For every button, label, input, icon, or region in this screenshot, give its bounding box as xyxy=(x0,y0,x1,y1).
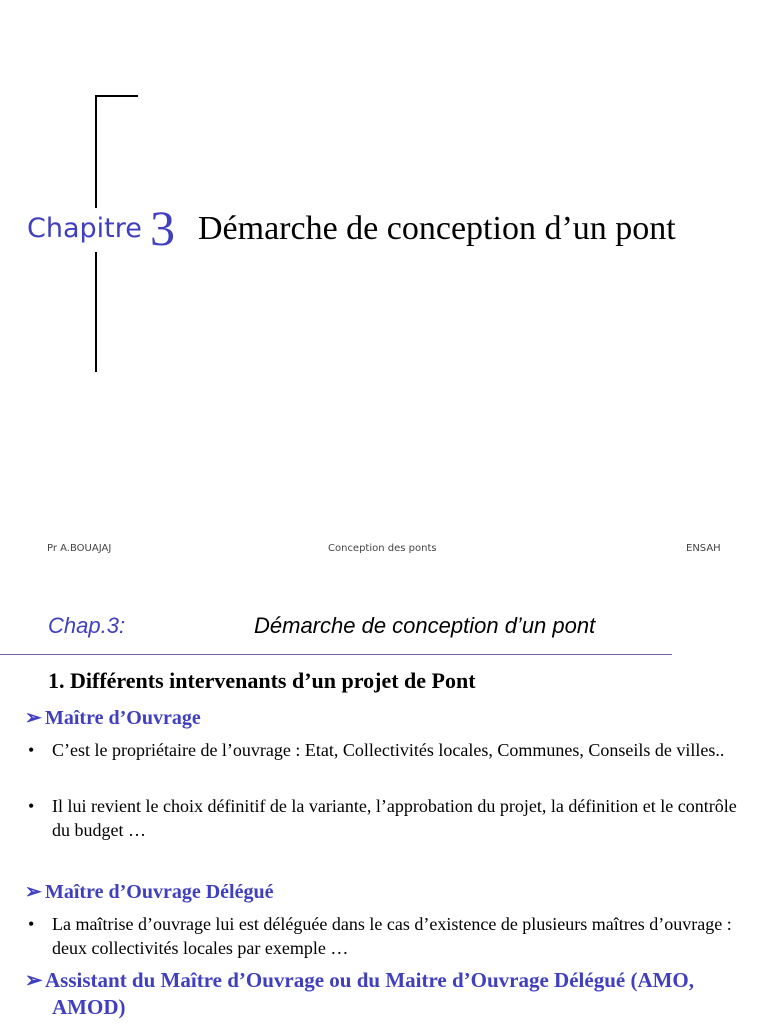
bullet-dot-icon: • xyxy=(28,796,35,816)
arrow-bullet-icon: ➢ xyxy=(25,968,43,992)
slide2-divider xyxy=(0,654,672,655)
list-item xyxy=(28,794,753,842)
subheading-maitre-ouvrage-delegue xyxy=(25,879,273,904)
section-heading: 1. Différents intervenants d’un projet de Pont xyxy=(48,668,476,693)
subheading-amo xyxy=(25,968,694,993)
footer-author: Pr A.BOUAJAJ xyxy=(47,543,112,554)
bullet-dot-icon: • xyxy=(28,914,35,934)
footer-course: Conception des ponts xyxy=(328,543,437,554)
subheading-label: Assistant du Maître d’Ouvrage ou du Maitre d’Ouvrage Délégué (AMO, xyxy=(45,968,695,992)
arrow-bullet-icon: ➢ xyxy=(25,881,42,903)
subheading-maitre-ouvrage xyxy=(25,705,201,730)
subheading-amo-continued: AMOD) xyxy=(52,995,126,1019)
arrow-bullet-icon: ➢ xyxy=(25,707,42,729)
bracket-top-line xyxy=(95,95,138,97)
chapter-title: Démarche de conception d’un pont xyxy=(198,210,676,247)
list-item-text: La maîtrise d’ouvrage lui est déléguée dans le cas d’existence de plusieurs maîtres d’ouvrage : deux collectivités locales par exemple … xyxy=(52,914,732,958)
subheading-label: Maître d’Ouvrage xyxy=(45,707,201,729)
subheading-label: Maître d’Ouvrage Délégué xyxy=(45,881,274,903)
chapter-label: Chapitre xyxy=(27,213,142,244)
list-item-text: Il lui revient le choix définitif de la variante, l’approbation du projet, la définition et le contrôle du budget … xyxy=(52,796,737,840)
bullet-dot-icon: • xyxy=(28,740,35,760)
slide2-chapter-label: Chap.3: xyxy=(48,613,126,638)
chapter-number: 3 xyxy=(150,200,175,256)
list-item-text: C’est le propriétaire de l’ouvrage : Etat, Collectivités locales, Communes, Conseils de villes.. xyxy=(52,740,725,760)
slide2-title: Démarche de conception d’un pont xyxy=(254,613,596,638)
bracket-vertical-lower xyxy=(95,252,97,372)
list-item xyxy=(28,912,753,960)
bracket-vertical-upper xyxy=(95,95,97,208)
footer-school: ENSAH xyxy=(686,543,721,554)
list-item xyxy=(28,738,753,762)
